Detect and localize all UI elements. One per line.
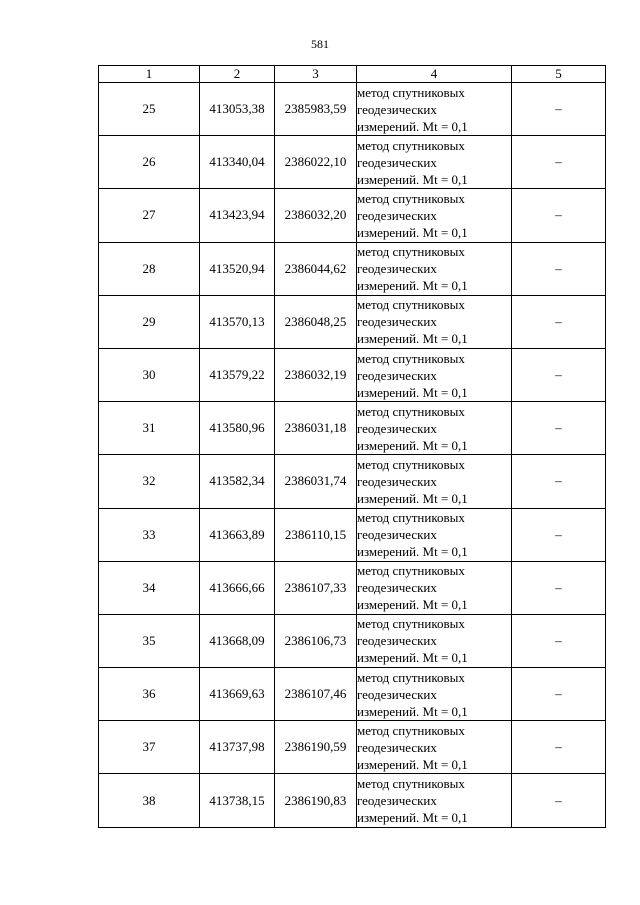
point-number-cell: 32 — [99, 455, 200, 508]
note-cell: – — [512, 83, 606, 136]
method-cell — [357, 774, 512, 827]
method-line: метод спутниковых — [357, 563, 465, 579]
point-number-cell: 37 — [99, 721, 200, 774]
point-number-cell: 38 — [99, 774, 200, 827]
y-coordinate-cell: 2386190,83 — [275, 774, 357, 827]
method-cell — [357, 508, 512, 561]
x-coordinate-cell: 413582,34 — [200, 455, 275, 508]
method-cell — [357, 242, 512, 295]
table-row — [99, 508, 606, 561]
header-row — [99, 66, 606, 83]
method-line: измерений. Mt = 0,1 — [357, 278, 468, 294]
table-row — [99, 83, 606, 136]
y-coordinate-cell: 2386032,19 — [275, 348, 357, 401]
point-number-cell: 25 — [99, 83, 200, 136]
x-coordinate-cell: 413520,94 — [200, 242, 275, 295]
table-row — [99, 189, 606, 242]
table-row — [99, 455, 606, 508]
method-line: геодезических — [357, 207, 437, 223]
method-line: геодезических — [357, 633, 437, 649]
method-cell — [357, 348, 512, 401]
method-cell — [357, 136, 512, 189]
x-coordinate-cell: 413570,13 — [200, 295, 275, 348]
point-number-cell: 28 — [99, 242, 200, 295]
coordinates-table — [98, 65, 606, 828]
method-line: метод спутниковых — [357, 84, 465, 100]
method-line: измерений. Mt = 0,1 — [357, 171, 468, 187]
point-number-cell: 31 — [99, 402, 200, 455]
method-line: измерений. Mt = 0,1 — [357, 384, 468, 400]
note-cell: – — [512, 136, 606, 189]
note-cell: – — [512, 348, 606, 401]
note-cell: – — [512, 455, 606, 508]
point-number-cell: 34 — [99, 561, 200, 614]
method-line: метод спутниковых — [357, 669, 465, 685]
method-line: измерений. Mt = 0,1 — [357, 703, 468, 719]
x-coordinate-cell: 413663,89 — [200, 508, 275, 561]
point-number-cell: 26 — [99, 136, 200, 189]
method-line: геодезических — [357, 367, 437, 383]
method-line: геодезических — [357, 473, 437, 489]
method-line: измерений. Mt = 0,1 — [357, 331, 468, 347]
method-line: метод спутниковых — [357, 616, 465, 632]
method-line: геодезических — [357, 154, 437, 170]
note-cell: – — [512, 614, 606, 667]
method-line: метод спутниковых — [357, 190, 465, 206]
method-cell — [357, 83, 512, 136]
method-line: измерений. Mt = 0,1 — [357, 597, 468, 613]
x-coordinate-cell: 413053,38 — [200, 83, 275, 136]
x-coordinate-cell: 413668,09 — [200, 614, 275, 667]
table-body — [99, 83, 606, 828]
method-cell — [357, 721, 512, 774]
table-row — [99, 402, 606, 455]
method-line: измерений. Mt = 0,1 — [357, 437, 468, 453]
x-coordinate-cell: 413669,63 — [200, 668, 275, 721]
method-line: геодезических — [357, 686, 437, 702]
table-row — [99, 242, 606, 295]
table-row — [99, 136, 606, 189]
point-number-cell: 27 — [99, 189, 200, 242]
point-number-cell: 29 — [99, 295, 200, 348]
x-coordinate-cell: 413580,96 — [200, 402, 275, 455]
x-coordinate-cell: 413737,98 — [200, 721, 275, 774]
method-line: метод спутниковых — [357, 403, 465, 419]
method-line: метод спутниковых — [357, 776, 465, 792]
x-coordinate-cell: 413423,94 — [200, 189, 275, 242]
method-line: метод спутниковых — [357, 456, 465, 472]
y-coordinate-cell: 2386190,59 — [275, 721, 357, 774]
y-coordinate-cell: 2386031,18 — [275, 402, 357, 455]
note-cell: – — [512, 295, 606, 348]
table-row — [99, 721, 606, 774]
y-coordinate-cell: 2386110,15 — [275, 508, 357, 561]
note-cell: – — [512, 721, 606, 774]
point-number-cell: 35 — [99, 614, 200, 667]
header-col-2: 2 — [200, 66, 275, 83]
method-line: геодезических — [357, 314, 437, 330]
method-line: метод спутниковых — [357, 510, 465, 526]
note-cell: – — [512, 668, 606, 721]
method-cell — [357, 614, 512, 667]
method-line: геодезических — [357, 261, 437, 277]
table-row — [99, 295, 606, 348]
method-cell — [357, 561, 512, 614]
method-cell — [357, 402, 512, 455]
method-line: метод спутниковых — [357, 244, 465, 260]
x-coordinate-cell: 413666,66 — [200, 561, 275, 614]
method-line: метод спутниковых — [357, 722, 465, 738]
method-cell — [357, 455, 512, 508]
method-line: геодезических — [357, 101, 437, 117]
x-coordinate-cell: 413738,15 — [200, 774, 275, 827]
y-coordinate-cell: 2386107,33 — [275, 561, 357, 614]
note-cell: – — [512, 189, 606, 242]
note-cell: – — [512, 242, 606, 295]
point-number-cell: 30 — [99, 348, 200, 401]
method-line: метод спутниковых — [357, 350, 465, 366]
y-coordinate-cell: 2386031,74 — [275, 455, 357, 508]
method-line: геодезических — [357, 527, 437, 543]
point-number-cell: 36 — [99, 668, 200, 721]
header-col-1: 1 — [99, 66, 200, 83]
note-cell: – — [512, 561, 606, 614]
y-coordinate-cell: 2386032,20 — [275, 189, 357, 242]
header-col-4: 4 — [357, 66, 512, 83]
method-line: измерений. Mt = 0,1 — [357, 650, 468, 666]
method-line: измерений. Mt = 0,1 — [357, 490, 468, 506]
method-line: геодезических — [357, 739, 437, 755]
method-line: измерений. Mt = 0,1 — [357, 810, 468, 826]
x-coordinate-cell: 413340,04 — [200, 136, 275, 189]
table-row — [99, 348, 606, 401]
method-line: метод спутниковых — [357, 297, 465, 313]
note-cell: – — [512, 774, 606, 827]
method-cell — [357, 189, 512, 242]
method-line: геодезических — [357, 580, 437, 596]
y-coordinate-cell: 2385983,59 — [275, 83, 357, 136]
method-cell — [357, 295, 512, 348]
y-coordinate-cell: 2386107,46 — [275, 668, 357, 721]
page-number: 581 — [311, 37, 329, 51]
note-cell: – — [512, 402, 606, 455]
method-line: геодезических — [357, 793, 437, 809]
table-row — [99, 561, 606, 614]
method-cell — [357, 668, 512, 721]
method-line: метод спутниковых — [357, 137, 465, 153]
y-coordinate-cell: 2386044,62 — [275, 242, 357, 295]
y-coordinate-cell: 2386048,25 — [275, 295, 357, 348]
header-col-5: 5 — [512, 66, 606, 83]
header-col-3: 3 — [275, 66, 357, 83]
table-row — [99, 668, 606, 721]
method-line: измерений. Mt = 0,1 — [357, 224, 468, 240]
y-coordinate-cell: 2386106,73 — [275, 614, 357, 667]
table-row — [99, 614, 606, 667]
point-number-cell: 33 — [99, 508, 200, 561]
table-row — [99, 774, 606, 827]
method-line: измерений. Mt = 0,1 — [357, 544, 468, 560]
x-coordinate-cell: 413579,22 — [200, 348, 275, 401]
y-coordinate-cell: 2386022,10 — [275, 136, 357, 189]
note-cell: – — [512, 508, 606, 561]
method-line: измерений. Mt = 0,1 — [357, 118, 468, 134]
method-line: измерений. Mt = 0,1 — [357, 756, 468, 772]
method-line: геодезических — [357, 420, 437, 436]
